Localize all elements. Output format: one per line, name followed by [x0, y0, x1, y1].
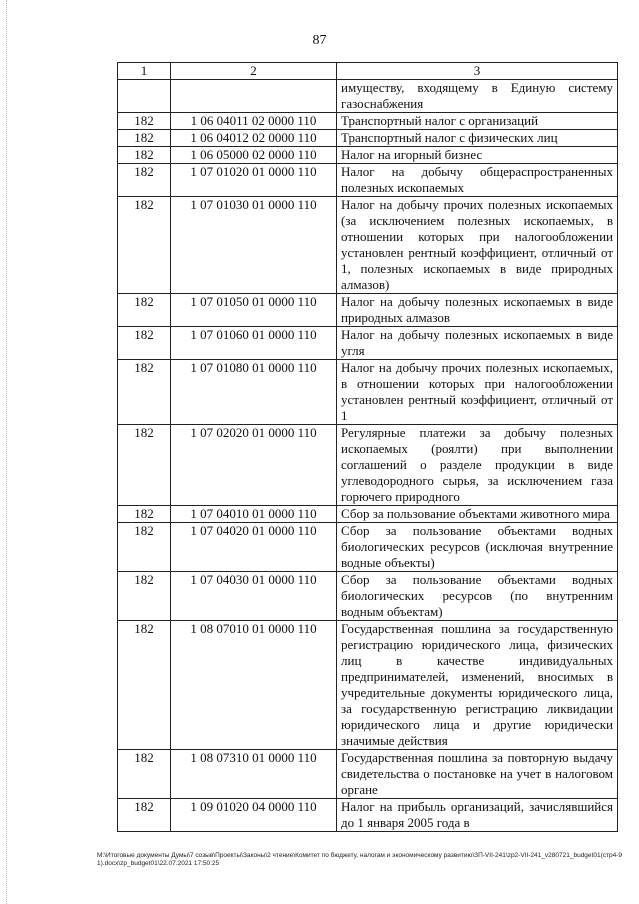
admin-code-cell: 182 [118, 506, 171, 523]
scan-edge [0, 0, 7, 904]
budget-code-cell: 1 07 04020 01 0000 110 [171, 523, 337, 572]
income-name-cell: Сбор за пользование объектами водных биологических ресурсов (по внутренним водным объектам) [337, 572, 618, 621]
admin-code-cell: 182 [118, 113, 171, 130]
income-name-cell: Транспортный налог с физических лиц [337, 130, 618, 147]
income-name-cell: Государственная пошлина за государственную регистрацию юридического лица, физических лиц в качестве индивидуальных предпринимателей, изменений, вносимых в учредительные документы юридического лица, за государственную регистрацию ликвидации юридического лица и другие юридически значимые действия [337, 621, 618, 750]
budget-code-cell: 1 07 01080 01 0000 110 [171, 360, 337, 425]
income-name-cell: Налог на прибыль организаций, зачислявшийся до 1 января 2005 года в [337, 799, 618, 832]
table-row [118, 750, 618, 799]
budget-code-cell: 1 08 07010 01 0000 110 [171, 621, 337, 750]
budget-code-cell: 1 07 04030 01 0000 110 [171, 572, 337, 621]
revenue-classification-table [117, 62, 618, 832]
table-row [118, 113, 618, 130]
budget-code-cell: 1 06 04012 02 0000 110 [171, 130, 337, 147]
budget-code-cell: 1 07 01030 01 0000 110 [171, 197, 337, 294]
admin-code-cell: 182 [118, 523, 171, 572]
admin-code-cell: 182 [118, 147, 171, 164]
table-row [118, 197, 618, 294]
admin-code-cell: 182 [118, 294, 171, 327]
table-row [118, 621, 618, 750]
budget-code-cell: 1 07 01020 01 0000 110 [171, 164, 337, 197]
budget-code-cell: 1 07 01060 01 0000 110 [171, 327, 337, 360]
admin-code-cell: 182 [118, 327, 171, 360]
income-name-cell: Сбор за пользование объектами животного мира [337, 506, 618, 523]
income-name-cell: Регулярные платежи за добычу полезных ископаемых (роялти) при выполнении соглашений о разделе продукции в виде углеводородного сырья, за исключением газа горючего природного [337, 425, 618, 506]
column-header-2: 2 [171, 63, 337, 80]
budget-code-cell: 1 07 01050 01 0000 110 [171, 294, 337, 327]
admin-code-cell: 182 [118, 360, 171, 425]
column-header-3: 3 [337, 63, 618, 80]
table-row [118, 147, 618, 164]
table-row [118, 327, 618, 360]
table-header-row [118, 63, 618, 80]
document-footer-path: M:\Итоговые документы Думы\7 созыв\Проекты\Законы\2 чтение\Комитет по бюджету, налогам и экономическому развитию\ЗП-VII-241\zp2-VII-241_v280721_budget01(стр4-91).docx\zp_budget01\22.07.2021 17:50:25 [97, 852, 622, 867]
income-name-cell: Налог на добычу прочих полезных ископаемых (за исключением полезных ископаемых, в отношении которых при налогообложении установлен рентный коэффициент, отличный от 1, полезных ископаемых в виде природных алмазов) [337, 197, 618, 294]
table-row [118, 506, 618, 523]
admin-code-cell: 182 [118, 164, 171, 197]
table-row [118, 523, 618, 572]
income-name-cell: Транспортный налог с организаций [337, 113, 618, 130]
admin-code-cell: 182 [118, 572, 171, 621]
income-name-cell: Налог на добычу общераспространенных полезных ископаемых [337, 164, 618, 197]
admin-code-cell: 182 [118, 750, 171, 799]
table-row [118, 294, 618, 327]
income-name-cell: Налог на добычу полезных ископаемых в виде природных алмазов [337, 294, 618, 327]
table-row [118, 130, 618, 147]
table-row [118, 360, 618, 425]
budget-code-cell: 1 08 07310 01 0000 110 [171, 750, 337, 799]
table-row-continuation [118, 80, 618, 113]
income-name-cell: Налог на добычу прочих полезных ископаемых, в отношении которых при налогообложении установлен рентный коэффициент, отличный от 1 [337, 360, 618, 425]
budget-code-cell: 1 06 04011 02 0000 110 [171, 113, 337, 130]
budget-code-cell: 1 07 02020 01 0000 110 [171, 425, 337, 506]
budget-code-cell: 1 09 01020 04 0000 110 [171, 799, 337, 832]
page-number: 87 [312, 33, 327, 48]
income-name-cell: Налог на игорный бизнес [337, 147, 618, 164]
income-name-cell: Налог на добычу полезных ископаемых в виде угля [337, 327, 618, 360]
admin-code-cell: 182 [118, 425, 171, 506]
income-name-cell: имуществу, входящему в Единую систему газоснабжения [337, 80, 618, 113]
admin-code-cell [118, 80, 171, 113]
column-header-1: 1 [118, 63, 171, 80]
budget-code-cell: 1 06 05000 02 0000 110 [171, 147, 337, 164]
income-name-cell: Государственная пошлина за повторную выдачу свидетельства о постановке на учет в налоговом органе [337, 750, 618, 799]
table-row [118, 425, 618, 506]
admin-code-cell: 182 [118, 130, 171, 147]
admin-code-cell: 182 [118, 799, 171, 832]
table-row [118, 572, 618, 621]
budget-code-cell: 1 07 04010 01 0000 110 [171, 506, 337, 523]
admin-code-cell: 182 [118, 197, 171, 294]
admin-code-cell: 182 [118, 621, 171, 750]
table-row [118, 799, 618, 832]
table-row [118, 164, 618, 197]
income-name-cell: Сбор за пользование объектами водных биологических ресурсов (исключая внутренние водные объекты) [337, 523, 618, 572]
budget-code-cell [171, 80, 337, 113]
